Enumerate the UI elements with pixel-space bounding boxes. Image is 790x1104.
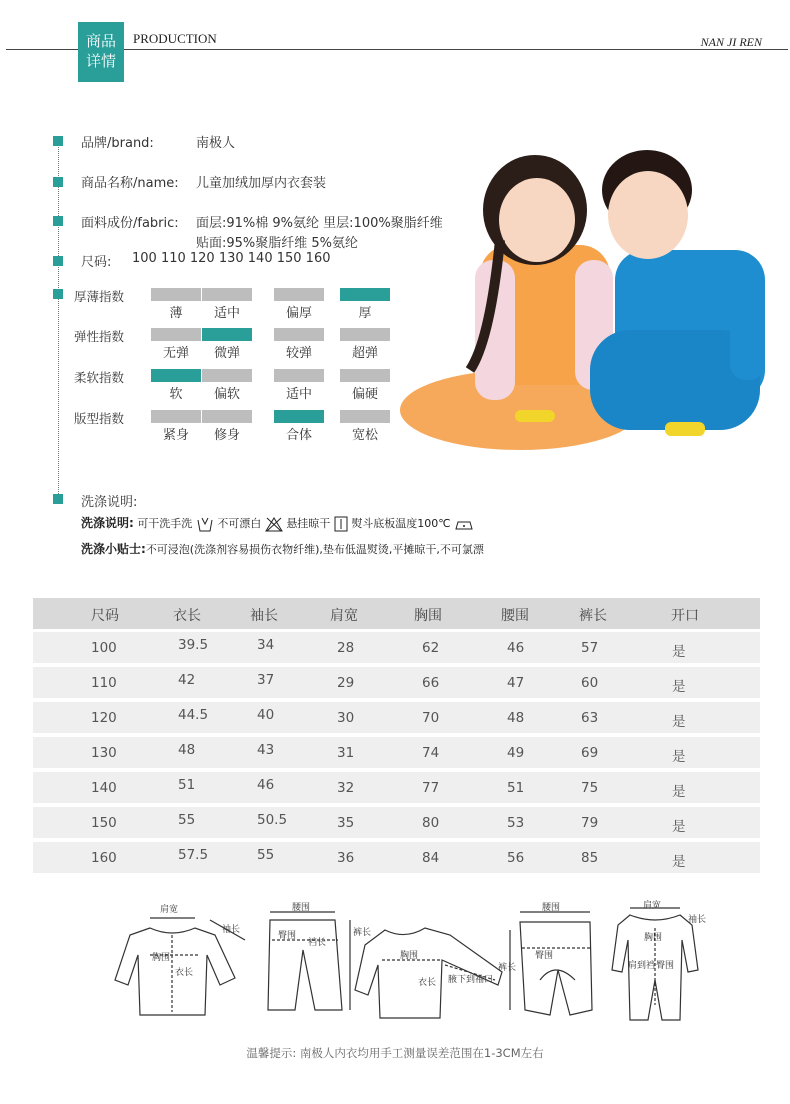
table-cell: 32: [337, 780, 355, 796]
diag-crotch: 裆长: [308, 938, 327, 948]
fabric-value-1: 面层:91%棉 9%氨纶 里层:100%聚脂纤维: [196, 216, 443, 231]
no-bleach-icon: [265, 516, 283, 532]
table-cell: 51: [507, 780, 525, 796]
diag-romper-sleeve: 袖长: [688, 915, 707, 925]
index-bar-active: [151, 369, 201, 382]
table-cell: 150: [91, 815, 117, 831]
wash-item-nobleach: 不可漂白: [217, 517, 262, 530]
table-row: [33, 667, 760, 698]
badge-line1: 商品: [85, 32, 116, 50]
table-cell: 79: [581, 815, 599, 831]
table-row: [33, 842, 760, 873]
table-cell: 34: [257, 637, 275, 653]
index-bar: [202, 410, 252, 423]
table-cell: 140: [91, 780, 117, 796]
diag-hip: 臀围: [278, 931, 297, 941]
wash-item-iron: 熨斗底板温度100℃: [351, 517, 451, 530]
col-pants: 裤长: [579, 608, 607, 624]
index-option: 软: [169, 387, 183, 402]
diag-romper-chest: 胸围: [644, 933, 663, 943]
table-cell: 35: [337, 815, 355, 831]
table-cell: 47: [507, 675, 525, 691]
table-cell: 63: [581, 710, 599, 726]
table-cell: 75: [581, 780, 599, 796]
table-cell: 51: [178, 777, 196, 793]
index-bar: [274, 288, 324, 301]
index-bar: [274, 328, 324, 341]
table-cell: 是: [672, 714, 686, 730]
table-cell: 43: [257, 742, 275, 758]
index-label: 弹性指数: [74, 329, 125, 344]
index-bar: [151, 328, 201, 341]
diag-romper-shoulder-crotch: 肩到裆: [628, 961, 656, 971]
index-option: 厚: [358, 306, 372, 321]
index-option: 偏硬: [351, 387, 378, 402]
table-row: [33, 632, 760, 663]
table-row: [33, 702, 760, 733]
wash-item-hangdry: 悬挂晾干: [286, 517, 331, 530]
table-cell: 29: [337, 675, 355, 691]
index-option: 合体: [285, 428, 312, 443]
wash-line2-label: 洗涤小贴士:: [81, 542, 146, 556]
index-label: 版型指数: [74, 411, 125, 426]
bullet-square: [53, 256, 63, 266]
size-label: 尺码:: [81, 255, 112, 270]
name-value: 儿童加绒加厚内衣套装: [196, 176, 327, 191]
index-bar: [340, 369, 390, 382]
table-cell: 44.5: [178, 707, 209, 723]
iron-icon: [454, 517, 474, 531]
index-option: 较弹: [285, 346, 312, 361]
index-option: 宽松: [351, 428, 378, 443]
table-cell: 56: [507, 850, 525, 866]
index-bar-active: [274, 410, 324, 423]
size-value: 100 110 120 130 140 150 160: [132, 251, 331, 266]
handwash-icon: [196, 516, 214, 532]
table-cell: 48: [507, 710, 525, 726]
table-cell: 是: [672, 679, 686, 695]
col-opening: 开口: [671, 608, 699, 624]
table-cell: 110: [91, 675, 117, 691]
index-option: 偏软: [213, 387, 240, 402]
diag-length-2: 衣长: [418, 978, 437, 988]
diag-waist-2: 腰围: [542, 903, 561, 913]
wash-title: 洗涤说明:: [81, 495, 138, 510]
table-cell: 53: [507, 815, 525, 831]
table-cell: 是: [672, 749, 686, 765]
col-sleeve: 袖长: [250, 608, 278, 624]
index-bar: [151, 410, 201, 423]
index-option: 适中: [285, 387, 312, 402]
table-cell: 是: [672, 819, 686, 835]
table-cell: 是: [672, 854, 686, 870]
brand-label: 品牌/brand:: [81, 136, 154, 151]
diag-pants-length: 裤长: [353, 928, 372, 938]
table-row: [33, 737, 760, 768]
index-bar-active: [202, 328, 252, 341]
table-cell: 36: [337, 850, 355, 866]
table-cell: 是: [672, 644, 686, 660]
wash-line-2: [81, 540, 484, 557]
production-label: PRODUCTION: [133, 31, 217, 46]
bullet-square: [53, 289, 63, 299]
diag-romper-shoulder: 肩宽: [643, 901, 662, 911]
diag-pants-length-2: 裤长: [498, 963, 517, 973]
col-chest: 胸围: [414, 608, 442, 624]
diag-chest-2: 胸围: [400, 951, 419, 961]
table-cell: 40: [257, 707, 275, 723]
table-cell: 84: [422, 850, 440, 866]
index-option: 紧身: [162, 428, 189, 443]
col-waist: 腰围: [501, 608, 529, 624]
index-option: 无弹: [162, 346, 189, 361]
index-bar: [340, 328, 390, 341]
diag-waist: 腰围: [292, 903, 311, 913]
table-cell: 66: [422, 675, 440, 691]
table-cell: 85: [581, 850, 599, 866]
diag-romper-hip: 臀围: [656, 961, 675, 971]
table-cell: 46: [257, 777, 275, 793]
index-option: 微弹: [213, 346, 240, 361]
table-cell: 37: [257, 672, 275, 688]
table-cell: 80: [422, 815, 440, 831]
index-option: 偏厚: [285, 306, 312, 321]
table-cell: 39.5: [178, 637, 209, 653]
table-cell: 50.5: [257, 812, 288, 828]
index-option: 薄: [169, 306, 183, 321]
index-option: 超弹: [351, 346, 378, 361]
table-cell: 55: [257, 847, 275, 863]
index-bar: [202, 369, 252, 382]
index-option: 适中: [213, 306, 240, 321]
col-size: 尺码: [91, 608, 119, 624]
brand-value: 南极人: [196, 136, 236, 151]
children-photo: [400, 140, 780, 500]
table-cell: 70: [422, 710, 440, 726]
index-option: 修身: [213, 428, 240, 443]
wash-line-1: [81, 514, 474, 532]
table-cell: 69: [581, 745, 599, 761]
table-cell: 57: [581, 640, 599, 656]
table-cell: 28: [337, 640, 355, 656]
bullet-square: [53, 177, 63, 187]
table-cell: 是: [672, 784, 686, 800]
name-label: 商品名称/name:: [81, 176, 179, 191]
wash-line1-label: 洗涤说明:: [81, 516, 134, 530]
table-cell: 42: [178, 672, 196, 688]
table-cell: 120: [91, 710, 117, 726]
measurement-note: 温馨提示: 南极人内衣均用手工测量误差范围在1-3CM左右: [246, 1046, 544, 1060]
table-cell: 31: [337, 745, 355, 761]
index-label: 厚薄指数: [74, 289, 125, 304]
diag-length: 衣长: [175, 968, 194, 978]
diag-sleeve: 袖长: [222, 925, 241, 935]
wash-item-handwash: 可干洗手洗: [137, 517, 193, 530]
wash-tips: 不可浸泡(洗涤剂容易损伤衣物纤维),垫布低温熨烫,平摊晾干,不可氯漂: [145, 543, 484, 556]
size-table-header: [33, 598, 760, 629]
table-cell: 62: [422, 640, 440, 656]
index-bar: [340, 410, 390, 423]
bullet-square: [53, 494, 63, 504]
col-length: 衣长: [173, 608, 201, 624]
diag-chest: 胸围: [152, 953, 171, 963]
index-bar: [151, 288, 201, 301]
product-detail-badge: [78, 22, 124, 82]
table-cell: 60: [581, 675, 599, 691]
hang-dry-icon: [334, 516, 348, 532]
table-cell: 77: [422, 780, 440, 796]
table-cell: 46: [507, 640, 525, 656]
index-bar-active: [340, 288, 390, 301]
fabric-value-2: 贴面:95%聚脂纤维 5%氨纶: [196, 236, 359, 251]
table-cell: 74: [422, 745, 440, 761]
index-bar: [274, 369, 324, 382]
col-shoulder: 肩宽: [330, 608, 358, 624]
table-row: [33, 772, 760, 803]
table-cell: 48: [178, 742, 196, 758]
diag-hip-2: 臀围: [535, 951, 554, 961]
table-cell: 160: [91, 850, 117, 866]
dotted-guide: [58, 147, 59, 494]
table-cell: 100: [91, 640, 117, 656]
table-cell: 49: [507, 745, 525, 761]
table-row: [33, 807, 760, 838]
diag-shoulder: 肩宽: [160, 905, 179, 915]
table-cell: 55: [178, 812, 196, 828]
bullet-square: [53, 136, 63, 146]
brand-name-header: NAN JI REN: [700, 35, 762, 49]
index-bar: [202, 288, 252, 301]
fabric-label: 面料成份/fabric:: [81, 216, 179, 231]
table-cell: 130: [91, 745, 117, 761]
measurement-diagrams: [110, 900, 707, 1030]
index-label: 柔软指数: [74, 370, 125, 385]
badge-line2: 详情: [85, 52, 116, 70]
diag-armpit: 腋下到袖口: [448, 975, 494, 985]
table-cell: 57.5: [178, 847, 209, 863]
table-cell: 30: [337, 710, 355, 726]
bullet-square: [53, 216, 63, 226]
